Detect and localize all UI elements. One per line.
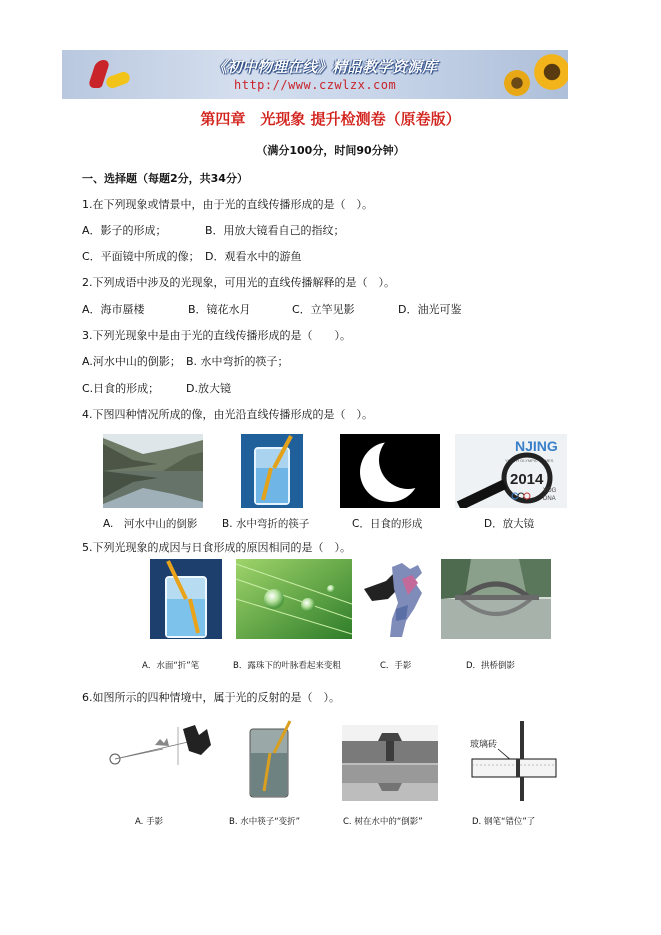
chopstick-in-water-image — [238, 719, 298, 801]
banner-url[interactable]: http://www.czwlzx.com — [234, 78, 397, 92]
q6-caption-a: A. 手影 — [135, 817, 164, 827]
tree-reflection-image — [342, 725, 438, 801]
glass-block-pen-diagram — [468, 719, 558, 803]
q1-option-b: B．用放大镜看自己的指纹； — [205, 224, 345, 237]
q3-option-b: B. 水中弯折的筷子； — [186, 355, 289, 368]
q1-option-d: D．观看水中的游鱼 — [205, 250, 302, 263]
site-logo-accent — [105, 70, 132, 89]
solar-eclipse-image — [340, 434, 440, 508]
q3-option-c: C.日食的形成； — [82, 382, 160, 395]
magnifier-dna-text: DNA — [543, 496, 556, 502]
q2-option-b: B．镜花水月 — [188, 303, 251, 316]
hand-shadow-diagram — [103, 725, 213, 769]
q5-caption-d: D．拱桥倒影 — [466, 661, 516, 671]
q2-option-c: C．立竿见影 — [292, 303, 355, 316]
q6-caption-d: D. 钢笔“错位”了 — [472, 817, 536, 827]
magnifier-yog-text: YOG — [543, 488, 557, 494]
pen-in-water-image — [150, 559, 222, 639]
question-5-stem: 5.下列光现象的成因与日食形成的原因相同的是（ ）。 — [82, 541, 351, 554]
question-2-stem: 2.下列成语中涉及的光现象，可用光的直线传播解释的是（ ）。 — [82, 276, 395, 289]
section-heading: 一、选择题（每题2分，共34分） — [82, 172, 248, 185]
mountain-reflection-image — [103, 434, 203, 508]
page-title: 第四章 光现象 提升检测卷（原卷版） — [200, 110, 461, 128]
q3-option-d: D.放大镜 — [186, 382, 231, 395]
q3-option-a: A.河水中山的倒影； — [82, 355, 181, 368]
q4-caption-b: B. 水中弯折的筷子 — [222, 518, 310, 530]
glass-block-label: 玻璃砖 — [470, 740, 498, 750]
arch-bridge-image — [441, 559, 551, 639]
q2-option-d: D．油光可鉴 — [398, 303, 462, 316]
hand-shadow-image — [358, 559, 430, 639]
sunflower-icon — [502, 68, 532, 98]
question-6-stem: 6.如图所示的四种情境中，属于光的反射的是（ ）。 — [82, 691, 340, 704]
q5-caption-a: A．水面“折”笔 — [142, 661, 200, 671]
q6-caption-b: B. 水中筷子“变折” — [229, 817, 301, 827]
header-banner — [62, 50, 568, 99]
sunflower-icon — [532, 52, 568, 92]
q4-caption-c: C．日食的形成 — [352, 518, 423, 530]
q5-caption-c: C．手影 — [380, 661, 412, 671]
q4-caption-d: D．放大镜 — [484, 518, 535, 530]
dewdrop-leaf-image — [236, 559, 352, 639]
q1-option-c: C．平面镜中所成的像； — [82, 250, 200, 263]
q4-caption-a: A. 河水中山的倒影 — [103, 518, 198, 530]
q5-caption-b: B．露珠下的叶脉看起来变粗 — [233, 661, 341, 671]
magnifier-year-text: 2014 — [510, 471, 544, 488]
bent-pencil-image — [241, 434, 303, 508]
question-4-stem: 4.下图四种情况所成的像，由光沿直线传播形成的是（ ）。 — [82, 408, 373, 421]
question-1-stem: 1.在下列现象或情景中，由于光的直线传播形成的是（ ）。 — [82, 198, 373, 211]
question-3-stem: 3.下列光现象中是由于光的直线传播形成的是（ ）。 — [82, 329, 351, 342]
page-subtitle: （满分100分，时间90分钟） — [256, 144, 405, 157]
q2-option-a: A．海市蜃楼 — [82, 303, 145, 316]
banner-title: 《初中物理在线》精品教学资源库 — [212, 58, 438, 76]
magnifier-image — [455, 434, 567, 508]
magnifier-small-text: YOUTH OLYMPIC GAMES — [505, 458, 554, 463]
q1-option-a: A．影子的形成； — [82, 224, 167, 237]
q6-caption-c: C. 树在水中的“倒影” — [343, 817, 423, 827]
magnifier-brand-text: NJING — [515, 438, 558, 454]
